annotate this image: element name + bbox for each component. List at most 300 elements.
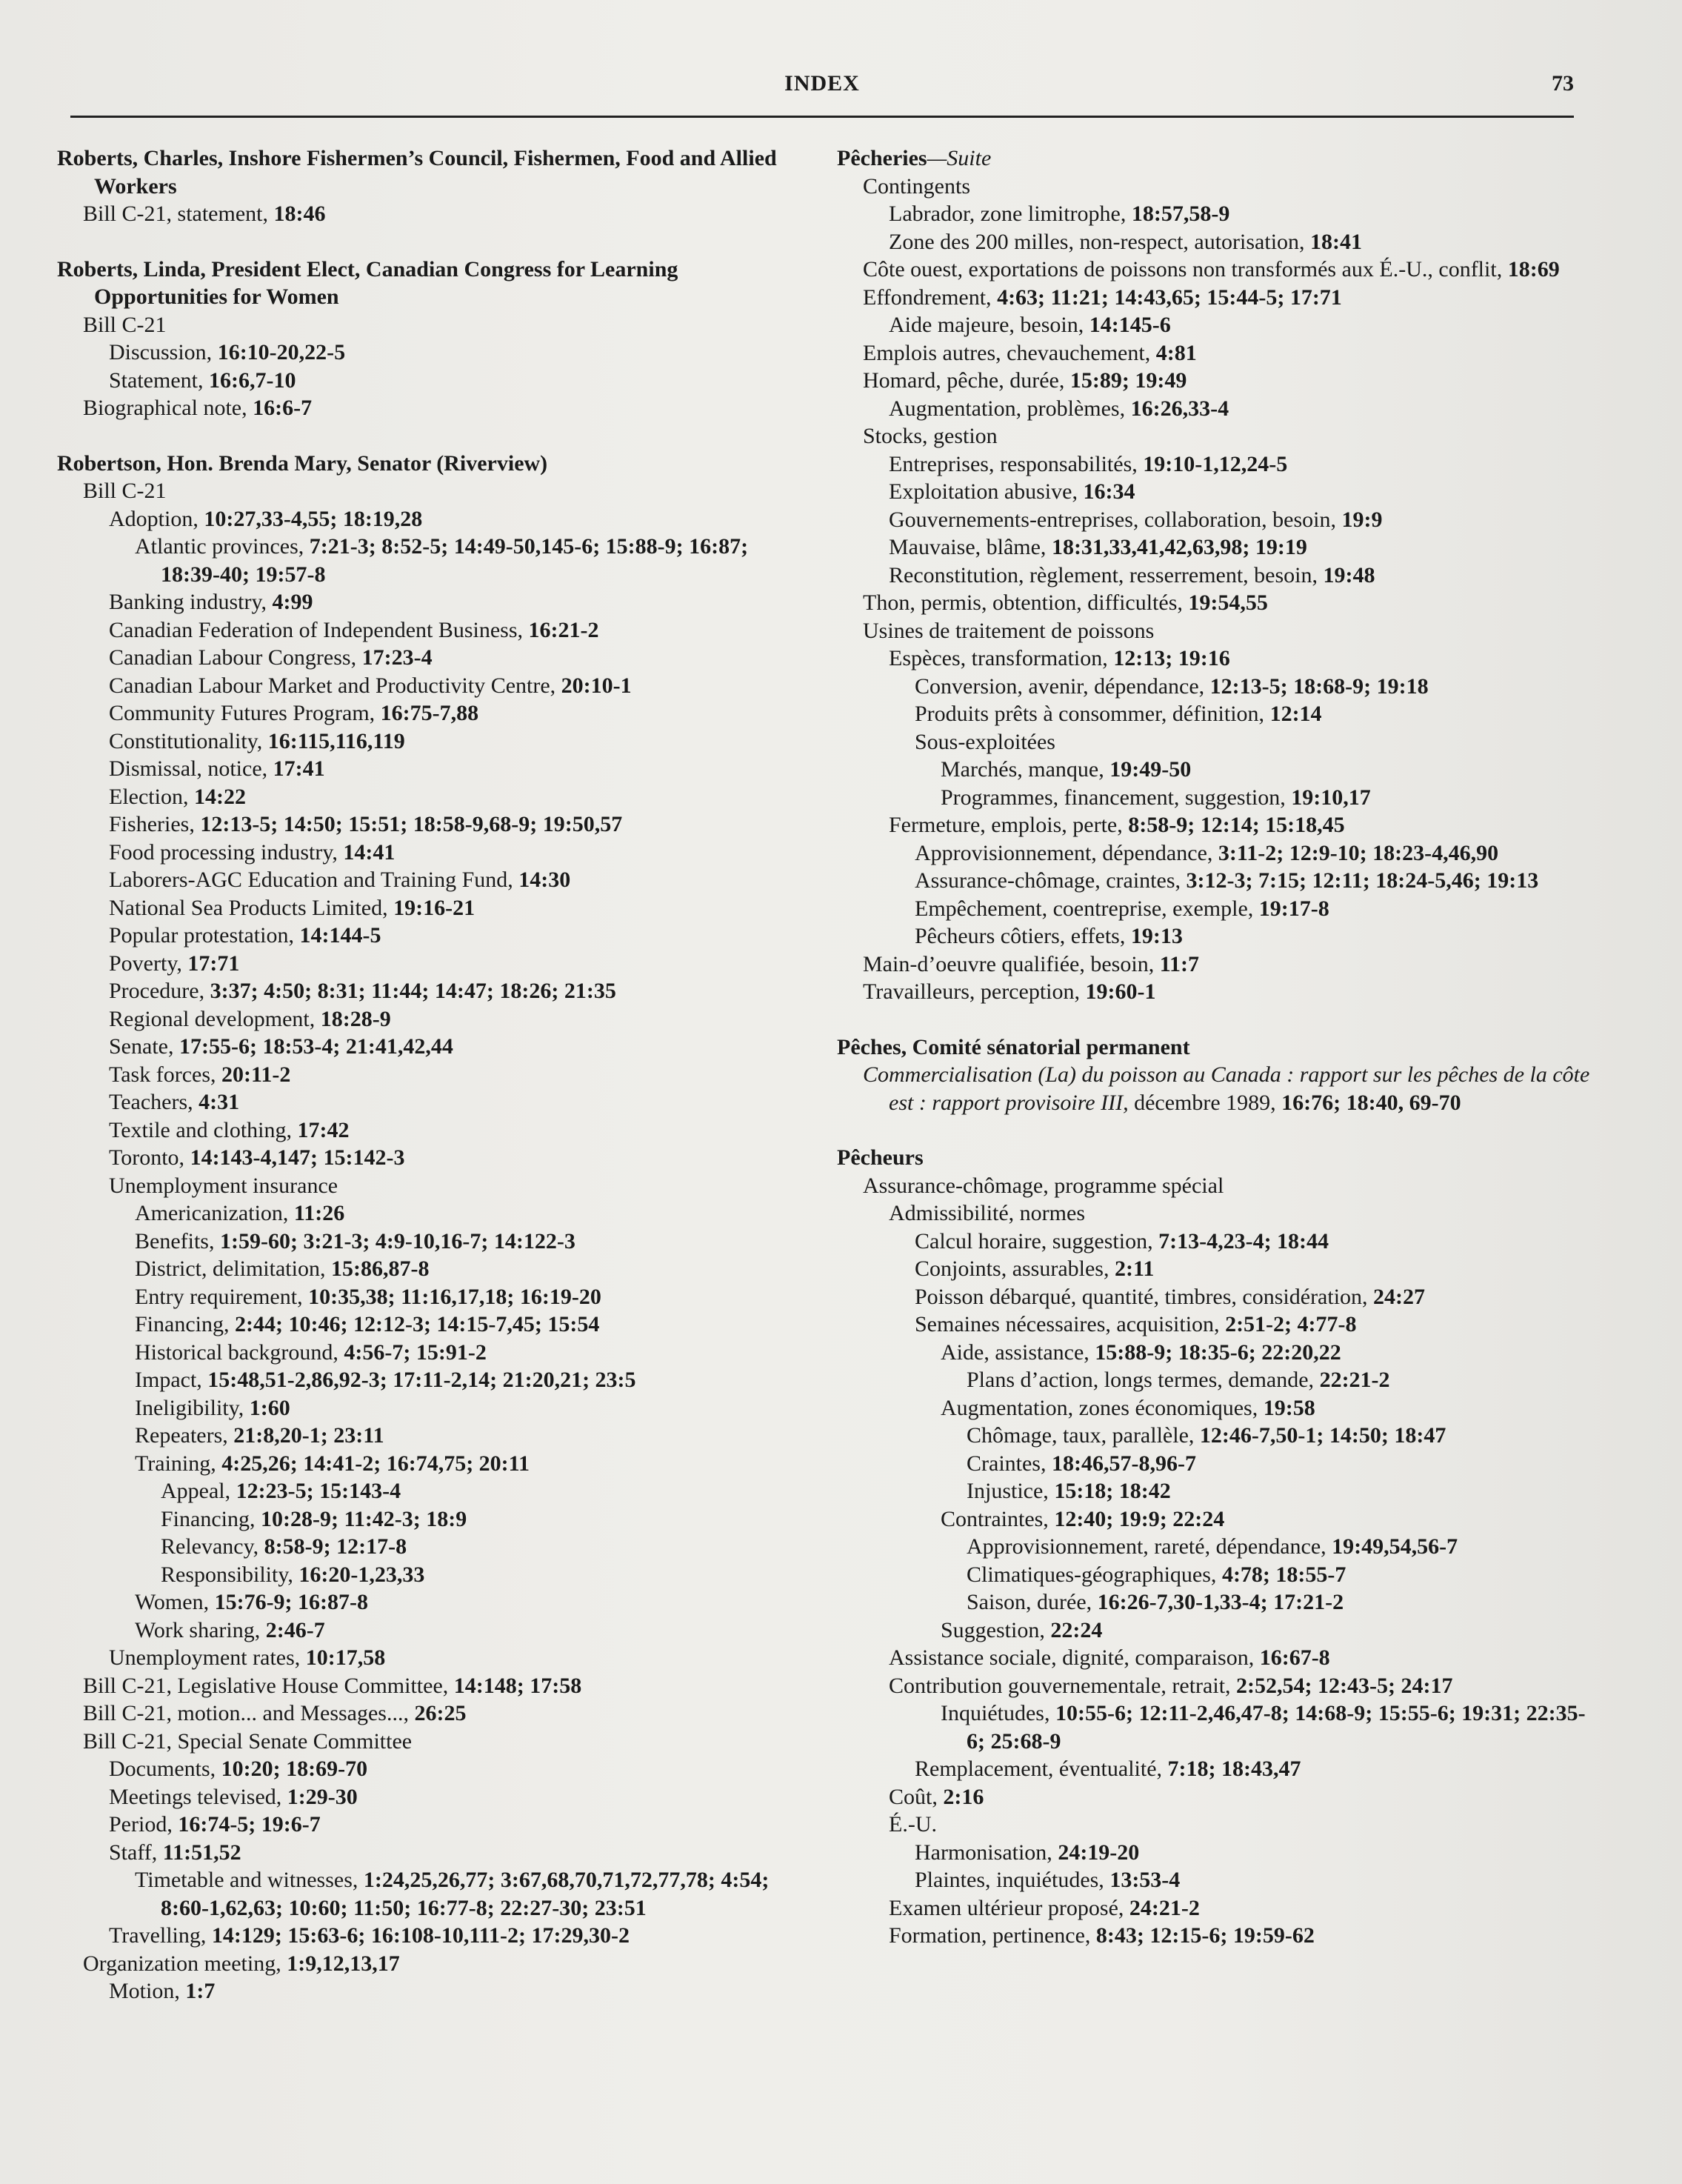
- entry-ref: 2:51-2; 4:77-8: [1225, 1312, 1357, 1336]
- entry-list: [837, 1172, 1592, 1950]
- entry-line: [837, 645, 1592, 673]
- entry-text: Thon, permis, obtention, difficultés,: [863, 590, 1189, 615]
- entry-text: Aide majeure, besoin,: [889, 313, 1089, 337]
- entry-ref: 1:9,12,13,17: [287, 1951, 400, 1976]
- entry-text: Conversion, avenir, dépendance,: [915, 673, 1210, 699]
- entry-heading: Robertson, Hon. Brenda Mary, Senator (Riverview): [57, 450, 548, 476]
- entry-ref: 7:18; 18:43,47: [1167, 1757, 1301, 1781]
- entry-line: [57, 1866, 812, 1922]
- entry-ref: 3:11-2; 12:9-10; 18:23-4,46,90: [1218, 840, 1499, 865]
- entry-text: Election,: [109, 784, 194, 809]
- entry-ref: 19:10,17: [1291, 785, 1371, 810]
- entry-text: Effondrement,: [863, 284, 998, 310]
- entry-line: [57, 1811, 812, 1839]
- entry-ref: 24:27: [1373, 1284, 1426, 1309]
- entry-text: Unemployment rates,: [109, 1645, 306, 1670]
- entry-line: [837, 422, 1592, 450]
- entry-text: Plans d’action, longs termes, demande,: [967, 1368, 1320, 1392]
- entry-text: Teachers,: [109, 1090, 199, 1114]
- entry-text: Pêcheurs côtiers, effets,: [915, 924, 1131, 948]
- entry-line: [57, 1505, 812, 1534]
- entry-ref: 13:53-4: [1109, 1868, 1181, 1892]
- entry-line: [837, 839, 1592, 868]
- entry-ref: 16:26-7,30-1,33-4; 17:21-2: [1097, 1590, 1344, 1614]
- entry-ref: 10:27,33-4,55; 18:19,28: [204, 506, 423, 531]
- entry-text: Canadian Federation of Independent Business,: [109, 617, 529, 642]
- entry-line: [837, 673, 1592, 701]
- entry-ref: 10:55-6; 12:11-2,46,47-8; 14:68-9; 15:55-6; 19:31; 22:35-6; 25:68-9: [967, 1701, 1586, 1754]
- entry-ref: 16:10-20,22-5: [217, 340, 346, 364]
- entry-ref: 19:48: [1323, 562, 1375, 587]
- entry-ref: 10:17,58: [305, 1645, 386, 1670]
- entry-ref: 12:46-7,50-1; 14:50; 18:47: [1199, 1423, 1446, 1448]
- entry-line: [57, 367, 812, 395]
- entry-line: [57, 728, 812, 756]
- entry-ref: 19:17-8: [1258, 896, 1329, 921]
- entry-line: [837, 950, 1592, 979]
- entry-line: [837, 1061, 1592, 1116]
- entry-text: Contraintes,: [941, 1506, 1055, 1531]
- entry-line: [837, 395, 1592, 423]
- entry-ref: 12:13-5; 14:50; 15:51; 18:58-9,68-9; 19:50,57: [200, 812, 623, 836]
- entry-line: [837, 1699, 1592, 1755]
- entry-ref: 1:59-60; 3:21-3; 4:9-10,16-7; 14:122-3: [219, 1228, 575, 1254]
- entry-ref: 2:11: [1115, 1256, 1155, 1281]
- entry-line: [837, 867, 1592, 895]
- entry-line: [837, 728, 1592, 756]
- entry-text: Zone des 200 milles, non-respect, autorisation,: [889, 229, 1311, 254]
- entry-ref: 19:9: [1341, 507, 1383, 532]
- entry-text: Inquiétudes,: [941, 1701, 1055, 1725]
- entry-text: Augmentation, zones économiques,: [941, 1395, 1264, 1420]
- entry-text: Sous-exploitées: [915, 729, 1055, 754]
- entry-line: [57, 1950, 812, 1978]
- entry-text: Documents,: [109, 1757, 221, 1781]
- entry-text: Admissibilité, normes: [889, 1201, 1085, 1225]
- entry-ref: 19:16-21: [393, 895, 475, 920]
- entry-ref: 18:41: [1310, 229, 1363, 254]
- entry-ref: 1:60: [249, 1395, 290, 1420]
- entry-text: Staff,: [109, 1840, 163, 1865]
- entry-ref: 11:7: [1159, 951, 1200, 976]
- entry-text: Fermeture, emplois, perte,: [889, 813, 1129, 837]
- entry-ref: 2:46-7: [265, 1617, 325, 1642]
- entry-ref: 18:46,57-8,96-7: [1051, 1451, 1196, 1476]
- entry-ref: 11:26: [293, 1201, 345, 1225]
- entry-text: Conjoints, assurables,: [915, 1256, 1115, 1281]
- entry-ref: 12:40; 19:9; 22:24: [1054, 1506, 1225, 1531]
- entry-ref: 16:67-8: [1259, 1645, 1330, 1670]
- entry-text: Senate,: [109, 1034, 179, 1059]
- page-title: INDEX: [784, 71, 860, 96]
- entry-text: Community Futures Program,: [109, 701, 381, 725]
- entry-line: [57, 755, 812, 783]
- entry-ref: 11:51,52: [162, 1840, 241, 1865]
- entry-ref: 10:28-9; 11:42-3; 18:9: [261, 1506, 467, 1531]
- entry-line: [57, 1422, 812, 1450]
- entry-ref: 15:89; 19:49: [1069, 368, 1187, 393]
- entry-text: Responsibility,: [161, 1562, 299, 1587]
- entry-line: [837, 1311, 1592, 1339]
- entry-ref: 12:14: [1269, 702, 1322, 726]
- entry-line: [57, 977, 812, 1005]
- entry-ref: 4:25,26; 14:41-2; 16:74,75; 20:11: [221, 1451, 530, 1476]
- entry-line: [837, 506, 1592, 534]
- entry-text: Textile and clothing,: [109, 1117, 298, 1142]
- entry-line: [57, 1228, 812, 1256]
- heading-text: Pêcheries: [837, 146, 927, 170]
- entry-ref: 16:6-7: [253, 396, 313, 420]
- entry-line: [837, 1394, 1592, 1422]
- entry-line: [837, 922, 1592, 950]
- entry-ref: 16:26,33-4: [1130, 396, 1229, 421]
- entry-line: [57, 1255, 812, 1283]
- entry-ref: 2:16: [943, 1784, 984, 1809]
- entry-ref: 18:57,58-9: [1131, 202, 1230, 226]
- entry-ref: 19:10-1,12,24-5: [1143, 451, 1288, 476]
- entry-line: [57, 1450, 812, 1478]
- entry-ref: 3:37; 4:50; 8:31; 11:44; 14:47; 18:26; 21:35: [210, 979, 616, 1003]
- entry-ref: 4:63; 11:21; 14:43,65; 15:44-5; 17:71: [997, 284, 1342, 310]
- entry-line: [57, 1783, 812, 1811]
- entry-line: [837, 1339, 1592, 1367]
- entry-list: [837, 173, 1592, 1006]
- left-column: [57, 144, 812, 2005]
- entry-text: Craintes,: [967, 1451, 1052, 1476]
- entry-text: Calcul horaire, suggestion,: [915, 1228, 1159, 1254]
- entry-text: Bill C-21, statement,: [83, 202, 274, 226]
- entry-ref: 15:18; 18:42: [1054, 1479, 1171, 1503]
- entry-line: [57, 950, 812, 978]
- entry-text: É.-U.: [889, 1812, 937, 1837]
- entry-line: [837, 339, 1592, 367]
- entry-line: [837, 450, 1592, 479]
- entry-line: [57, 1922, 812, 1950]
- entry-text: Atlantic provinces,: [135, 534, 310, 559]
- entry-text: Travelling,: [109, 1923, 212, 1948]
- entry-text: Americanization,: [135, 1201, 294, 1225]
- entry-text: Assistance sociale, dignité, comparaison,: [889, 1645, 1260, 1670]
- entry-line: [837, 284, 1592, 312]
- entry-heading: Pêches, Comité sénatorial permanent: [837, 1034, 1190, 1059]
- entry-ref: 17:55-6; 18:53-4; 21:41,42,44: [178, 1034, 453, 1059]
- entry-ref: 15:86,87-8: [330, 1256, 430, 1281]
- entry-ref: 24:19-20: [1058, 1840, 1140, 1865]
- entry-ref: 20:11-2: [221, 1062, 291, 1087]
- entry-line: [837, 617, 1592, 645]
- entry-ref: 17:42: [297, 1117, 350, 1142]
- entry-line: [57, 1728, 812, 1756]
- entry-text: Adoption,: [109, 506, 204, 531]
- entry-ref: 4:99: [272, 590, 313, 614]
- entry-text: Canadian Labour Market and Productivity Centre,: [109, 673, 561, 698]
- entry-line: [837, 478, 1592, 506]
- entry-text: Stocks, gestion: [863, 424, 998, 448]
- entry-text: Chômage, taux, parallèle,: [967, 1423, 1200, 1448]
- entry-text: Espèces, transformation,: [889, 646, 1114, 670]
- entry-ref: 1:7: [185, 1979, 216, 2003]
- entry-text: Laborers-AGC Education and Training Fund,: [109, 868, 519, 892]
- entry-ref: 12:23-5; 15:143-4: [236, 1479, 401, 1503]
- entry-line: [837, 1228, 1592, 1256]
- entry-line: [837, 562, 1592, 590]
- entry-line: [837, 1866, 1592, 1894]
- entry-line: [837, 1922, 1592, 1950]
- entry-ref: 14:30: [518, 868, 571, 892]
- entry-text: Poisson débarqué, quantité, timbres, considération,: [915, 1284, 1374, 1309]
- entry-line: [57, 783, 812, 811]
- entry-line: [57, 894, 812, 922]
- entry-ref: 17:23-4: [361, 645, 433, 670]
- entry-text: Work sharing,: [135, 1617, 266, 1642]
- entry-ref: 16:75-7,88: [380, 701, 479, 725]
- entry-ref: 19:58: [1263, 1395, 1315, 1420]
- entry-text: Coût,: [889, 1784, 944, 1809]
- entry-text: Homard, pêche, durée,: [863, 368, 1070, 393]
- entry-text: Labrador, zone limitrophe,: [889, 202, 1132, 226]
- entry-line: [837, 533, 1592, 562]
- entry-text: Financing,: [135, 1312, 235, 1336]
- entry-ref: 17:41: [273, 756, 325, 781]
- entry-ref: 16:74-5; 19:6-7: [178, 1812, 321, 1837]
- entry-ref: 10:35,38; 11:16,17,18; 16:19-20: [308, 1284, 601, 1309]
- entry-ref: 14:129; 15:63-6; 16:108-10,111-2; 17:29,30-2: [211, 1923, 630, 1948]
- entry-text: Augmentation, problèmes,: [889, 396, 1131, 421]
- entry-ref: 18:28-9: [320, 1006, 391, 1031]
- entry-line: [837, 1672, 1592, 1700]
- entry-line: [57, 1366, 812, 1394]
- entry-line: [57, 839, 812, 867]
- entry-text: Main-d’oeuvre qualifiée, besoin,: [863, 951, 1160, 976]
- entry-line: [57, 200, 812, 228]
- entry-text: Semaines nécessaires, acquisition,: [915, 1312, 1226, 1336]
- entry-line: [57, 1977, 812, 2005]
- entry-line: [837, 1283, 1592, 1311]
- entry-line: [837, 756, 1592, 784]
- entry-line: [57, 1088, 812, 1116]
- entry-line: [837, 1199, 1592, 1228]
- entry-text: Unemployment insurance: [109, 1173, 338, 1198]
- entry-text: Repeaters,: [135, 1423, 234, 1448]
- entry-line: [57, 505, 812, 533]
- entry-ref: 14:143-4,147; 15:142-3: [190, 1145, 405, 1170]
- entry-line: [57, 1061, 812, 1089]
- entry-ref: 16:115,116,119: [267, 728, 405, 753]
- entry-ref: 19:13: [1130, 924, 1183, 948]
- entry-text: Gouvernements-entreprises, collaboration, besoin,: [889, 507, 1342, 532]
- entry-text: Approvisionnement, dépendance,: [915, 840, 1218, 865]
- right-column: [837, 144, 1592, 1950]
- entry-line: [837, 1172, 1592, 1200]
- entry-text: Women,: [135, 1590, 215, 1614]
- entry-line: [57, 588, 812, 616]
- entry-ref: 1:29-30: [287, 1784, 358, 1809]
- entry-line: Bill C-21: [83, 312, 167, 337]
- entry-text: Remplacement, éventualité,: [915, 1757, 1168, 1781]
- entry-ref: 14:41: [343, 839, 396, 865]
- entry-text: Climatiques-géographiques,: [967, 1562, 1222, 1587]
- entry-line: [57, 699, 812, 728]
- entry-heading: [837, 144, 1592, 173]
- entry-text: Constitutionality,: [109, 728, 268, 753]
- entry-text: Emplois autres, chevauchement,: [863, 340, 1156, 365]
- entry-line: [57, 1755, 812, 1783]
- entry-ref: 15:88-9; 18:35-6; 22:20,22: [1095, 1339, 1341, 1365]
- entry-text: Travailleurs, perception,: [863, 979, 1086, 1004]
- entry-ref: 14:22: [193, 784, 246, 809]
- entry-text: Mauvaise, blâme,: [889, 535, 1052, 559]
- entry-heading: Roberts, Linda, President Elect, Canadian Congress for Learning Opportunities for Women: [57, 256, 678, 309]
- entry-text: Bill C-21, Special Senate Committee: [83, 1728, 413, 1754]
- entry-ref: 7:21-3; 8:52-5; 14:49-50,145-6; 15:88-9; 16:87; 18:39-40; 19:57-8: [161, 534, 749, 587]
- entry-text: Reconstitution, règlement, resserrement, besoin,: [889, 562, 1324, 587]
- entry-text: Programmes, financement, suggestion,: [941, 785, 1292, 810]
- entry-line: [837, 1588, 1592, 1617]
- entry-line: [57, 1477, 812, 1505]
- entry-line: [57, 394, 812, 422]
- page-number: 73: [1552, 71, 1574, 96]
- entry-text: Contribution gouvernementale, retrait,: [889, 1673, 1237, 1698]
- entry-text: Empêchement, coentreprise, exemple,: [915, 896, 1259, 921]
- entry-ref: 12:13; 19:16: [1113, 646, 1230, 670]
- entry-line: [837, 1894, 1592, 1922]
- entry-ref: 8:43; 12:15-6; 19:59-62: [1095, 1923, 1315, 1948]
- entry-ref: 17:71: [187, 950, 240, 976]
- entry-line: [837, 228, 1592, 256]
- entry-ref: 15:76-9; 16:87-8: [214, 1590, 369, 1614]
- entry-line: [57, 1672, 812, 1700]
- entry-text: District, delimitation,: [135, 1256, 331, 1281]
- entry-line: [837, 1533, 1592, 1561]
- entry-text: Côte ouest, exportations de poissons non transformés aux É.-U., conflit,: [863, 257, 1508, 282]
- entry-line: [57, 1339, 812, 1367]
- entry-line: [57, 1116, 812, 1145]
- entry-text: Biographical note,: [83, 396, 253, 420]
- entry-line: [837, 978, 1592, 1006]
- entry-text: Plaintes, inquiétudes,: [915, 1868, 1110, 1892]
- entry-text: Timetable and witnesses,: [135, 1868, 364, 1892]
- entry-ref: 2:44; 10:46; 12:12-3; 14:15-7,45; 15:54: [235, 1312, 600, 1336]
- entry-line: [837, 256, 1592, 284]
- entry-line: [57, 1394, 812, 1422]
- entry-line: [837, 1811, 1592, 1839]
- entry-line: [837, 1477, 1592, 1505]
- entry-heading: Pêcheurs: [837, 1145, 924, 1170]
- entry-ref: 20:10-1: [561, 673, 632, 698]
- entry-list: [57, 505, 812, 2005]
- entry-text: Poverty,: [109, 950, 188, 976]
- entry-heading: Roberts, Charles, Inshore Fishermen’s Council, Fishermen, Food and Allied Workers: [57, 146, 777, 199]
- entry-ref: 19:54,55: [1188, 590, 1268, 615]
- entry-ref: 16:6,7-10: [208, 367, 296, 393]
- entry-line: [57, 339, 812, 367]
- entry-text: Bill C-21, motion... and Messages...,: [83, 1701, 415, 1725]
- entry-line: [57, 1561, 812, 1589]
- entry-line: [57, 672, 812, 700]
- entry-line: Bill C-21: [83, 479, 167, 503]
- entry-text: Training,: [135, 1451, 222, 1476]
- entry-text: Suggestion,: [941, 1617, 1051, 1642]
- entry-text: Historical background,: [135, 1339, 344, 1365]
- entry-text: Financing,: [161, 1506, 261, 1531]
- entry-text: Impact,: [135, 1368, 208, 1392]
- entry-line: [837, 367, 1592, 395]
- entry-text: Entreprises, responsabilités,: [889, 451, 1144, 476]
- heading-suite: —Suite: [927, 146, 992, 170]
- entry-line: [837, 1255, 1592, 1283]
- entry-text: Injustice,: [967, 1479, 1055, 1503]
- entry-ref: 16:34: [1083, 479, 1135, 504]
- entry-text: Entry requirement,: [135, 1284, 309, 1309]
- entry-ref: 21:8,20-1; 23:11: [233, 1423, 384, 1448]
- entry-text: Produits prêts à consommer, définition,: [915, 702, 1270, 726]
- entry-line: [837, 1422, 1592, 1450]
- entry-ref: 1:24,25,26,77; 3:67,68,70,71,72,77,78; 4:54; 8:60-1,62,63; 10:60; 11:50; 16:77-8; 22:27-30; 23:51: [161, 1868, 770, 1920]
- entry-ref: 4:78; 18:55-7: [1221, 1562, 1346, 1587]
- entry-line: [57, 1699, 812, 1728]
- entry-text: Popular protestation,: [109, 923, 300, 948]
- entry-text: Formation, pertinence,: [889, 1923, 1096, 1948]
- entry-text: Fisheries,: [109, 812, 201, 836]
- entry-line: [57, 533, 812, 588]
- entry-ref: 15:48,51-2,86,92-3; 17:11-2,14; 21:20,21; 23:5: [207, 1368, 636, 1392]
- entry-text: Dismissal, notice,: [109, 756, 273, 781]
- entry-line: [57, 1144, 812, 1172]
- entry-line: [57, 644, 812, 672]
- entry-line: [57, 1588, 812, 1617]
- entry-line: [837, 811, 1592, 839]
- entry-line: [837, 1839, 1592, 1867]
- entry-text: Meetings televised,: [109, 1784, 287, 1809]
- entry-ref: 4:81: [1155, 340, 1197, 365]
- entry-ref: 3:12-3; 7:15; 12:11; 18:24-5,46; 19:13: [1186, 868, 1539, 893]
- entry-text: Contingents: [863, 173, 971, 199]
- entry-text: Benefits,: [135, 1228, 220, 1254]
- entry-ref: 14:148; 17:58: [453, 1673, 582, 1698]
- entry-ref: 22:24: [1050, 1617, 1103, 1642]
- entry-line: [57, 1617, 812, 1645]
- entry-line: [57, 1283, 812, 1311]
- entry-line: [57, 1005, 812, 1033]
- page-header: [70, 71, 1574, 118]
- entry-text: Examen ultérieur proposé,: [889, 1895, 1129, 1920]
- entry-line: [837, 1783, 1592, 1811]
- entry-line: [837, 173, 1592, 201]
- entry-text: Period,: [109, 1812, 178, 1837]
- entry-line: [57, 1311, 812, 1339]
- entry-text: Exploitation abusive,: [889, 479, 1084, 504]
- entry-text: Toronto,: [109, 1145, 190, 1170]
- entry-text: décembre 1989,: [1128, 1090, 1282, 1115]
- entry-line: [837, 1617, 1592, 1645]
- entry-ref: 16:21-2: [528, 617, 599, 642]
- entry-line: [57, 922, 812, 950]
- entry-ref: 16:76; 18:40, 69-70: [1281, 1090, 1461, 1115]
- entry-ref: 8:58-9; 12:17-8: [264, 1534, 407, 1559]
- entry-title: Commercialisation (La) du poisson au Canada : rapport sur les pêches de la côte est : rapport provisoire III,: [863, 1062, 1590, 1115]
- entry-line: [57, 1533, 812, 1561]
- entry-line: [57, 1199, 812, 1228]
- entry-line: [57, 1644, 812, 1672]
- entry-ref: 16:20-1,23,33: [298, 1562, 425, 1587]
- entry-ref: 4:31: [198, 1090, 240, 1114]
- entry-line: [837, 311, 1592, 339]
- entry-line: [837, 1366, 1592, 1394]
- entry-ref: 19:60-1: [1085, 979, 1156, 1004]
- entry-ref: 18:31,33,41,42,63,98; 19:19: [1051, 535, 1307, 559]
- entry-text: Relevancy,: [161, 1534, 264, 1559]
- entry-text: Saison, durée,: [967, 1590, 1098, 1614]
